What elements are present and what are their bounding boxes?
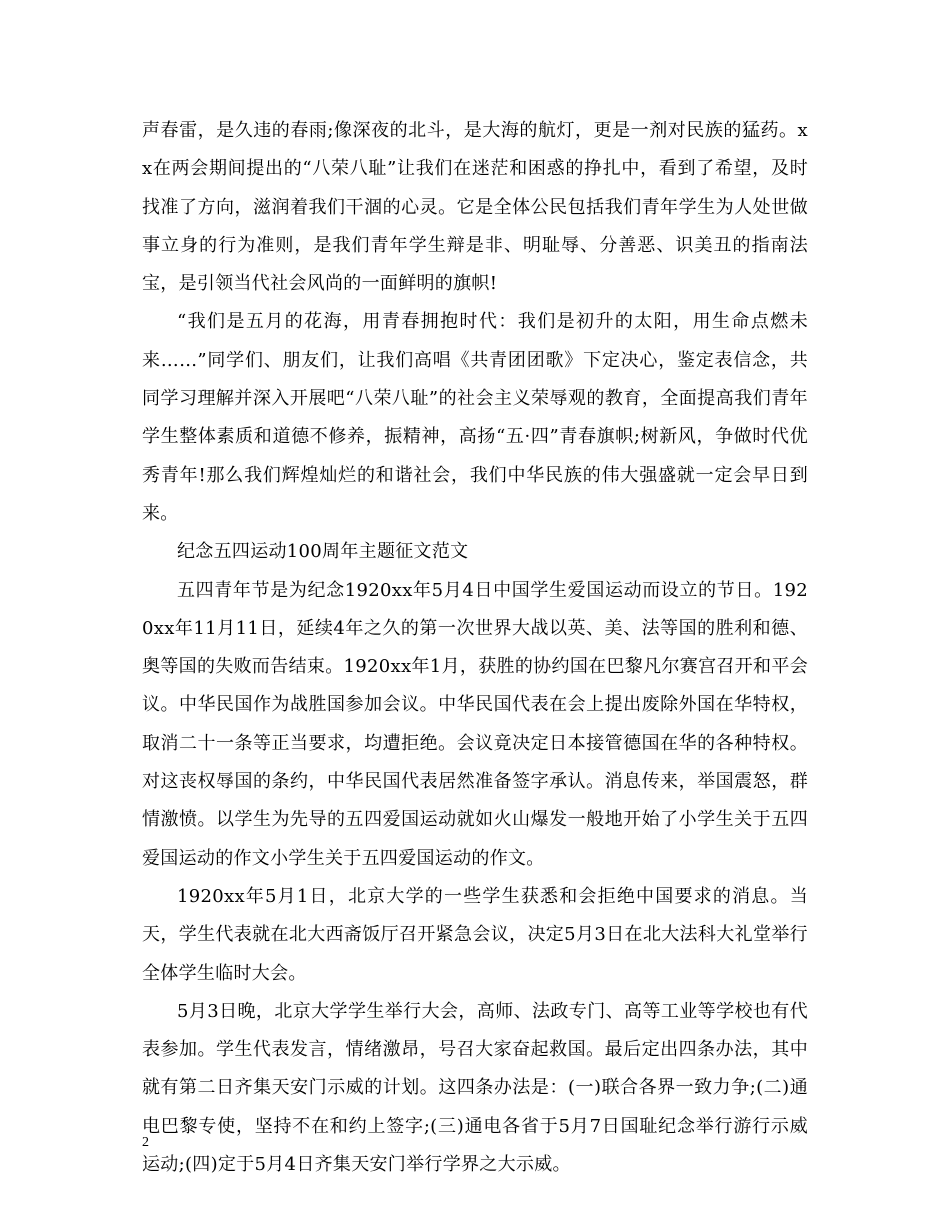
- page-number: 2: [142, 1135, 149, 1150]
- paragraph-2: “我们是五月的花海，用青春拥抱时代：我们是初升的太阳，用生命点燃未来……”同学们、朋友们，让我们高唱《共青团团歌》下定决心，鉴定表信念，共同学习理解并深入开展吧“八荣八耻”的社会主义荣辱观的教育，全面提高我们青年学生整体素质和道德不修养，振精神，高扬“五·四”青春旗帜;树新风，争做时代优秀青年!那么我们辉煌灿烂的和谐社会，我们中华民族的伟大强盛就一定会早日到来。: [142, 311, 808, 524]
- document-body: [142, 112, 808, 1184]
- paragraph-3: 五四青年节是为纪念1920xx年5月4日中国学生爱国运动而设立的节日。1920xx年11月11日，延续4年之久的第一次世界大战以英、美、法等国的胜利和德、奥等国的失败而告结束。1920xx年1月，获胜的协约国在巴黎凡尔赛宫召开和平会议。中华民国作为战胜国参加会议。中华民国代表在会上提出废除外国在华特权，取消二十一条等正当要求，均遭拒绝。会议竟决定日本接管德国在华的各种特权。对这丧权辱国的条约，中华民国代表居然准备签字承认。消息传来，举国震怒，群情激愤。以学生为先导的五四爱国运动就如火山爆发一般地开始了小学生关于五四爱国运动的作文小学生关于五四爱国运动的作文。: [142, 579, 808, 869]
- paragraph-5: 5月3日晚，北京大学学生举行大会，高师、法政专门、高等工业等学校也有代表参加。学生代表发言，情绪激昂，号召大家奋起救国。最后定出四条办法，其中就有第二日齐集天安门示威的计划。这四条办法是：(一)联合各界一致力争;(二)通电巴黎专使，坚持不在和约上签字;(三)通电各省于5月7日国耻纪念举行游行示威运动;(四)定于5月4日齐集天安门举行学界之大示威。: [142, 1000, 808, 1176]
- paragraph-4: 1920xx年5月1日，北京大学的一些学生获悉和会拒绝中国要求的消息。当天，学生代表就在北大西斋饭厅召开紧急会议，决定5月3日在北大法科大礼堂举行全体学生临时大会。: [142, 885, 808, 984]
- section-title: 纪念五四运动100周年主题征文范文: [177, 541, 469, 563]
- paragraph-1: 声春雷，是久违的春雨;像深夜的北斗，是大海的航灯，更是一剂对民族的猛药。xx在两会期间提出的“八荣八耻”让我们在迷茫和困惑的挣扎中，看到了希望，及时找准了方向，滋润着我们干涸的心灵。它是全体公民包括我们青年学生为人处世做事立身的行为准则，是我们青年学生辩是非、明耻辱、分善恶、识美丑的指南法宝，是引领当代社会风尚的一面鲜明的旗帜!: [142, 120, 808, 295]
